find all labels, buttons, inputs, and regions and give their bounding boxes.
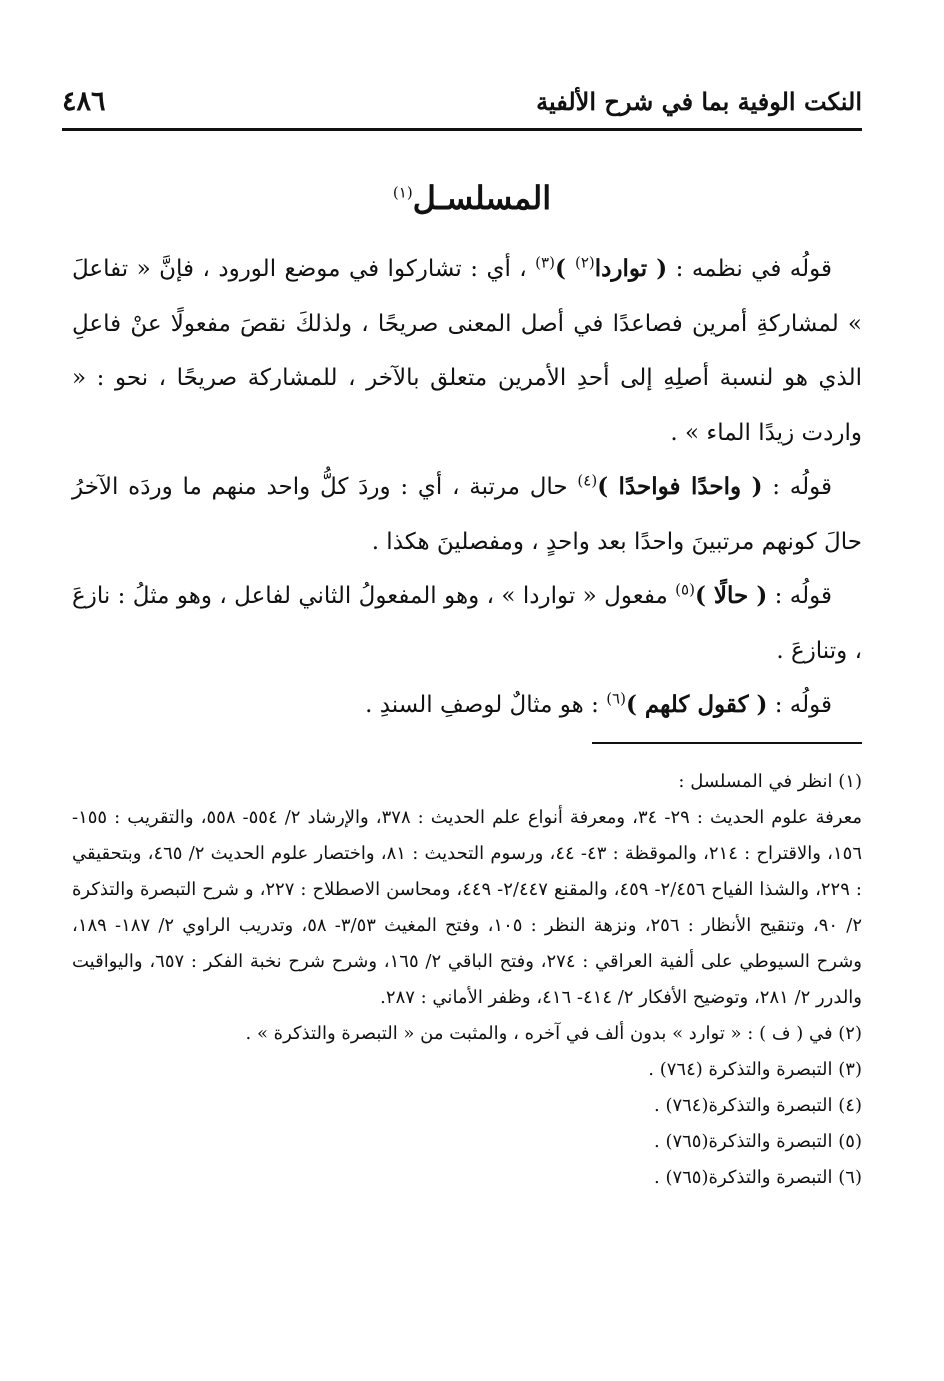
footnote-divider [592, 742, 862, 744]
paragraph-1 [72, 242, 862, 460]
paragraph-lead: قولُه في نظمه : [667, 256, 832, 282]
footnote-6: (٦) التبصرة والتذكرة(٧٦٥) . [654, 1167, 862, 1188]
section-title-footnote-ref: (١) [392, 183, 413, 202]
footnotes [72, 764, 862, 1196]
footnote-2: (٢) في ( ف ) : « توارد » بدون ألف في آخره ، والمثبت من « التبصرة والتذكرة » . [245, 1023, 862, 1044]
footnote-ref: (٢) [574, 253, 595, 272]
footnote-ref: (٦) [606, 689, 626, 708]
footnote-ref: (٤) [577, 471, 598, 490]
quoted-term: ( واحدًا فواحدًا ) [597, 473, 763, 500]
footnote-ref: (٣) [535, 253, 555, 272]
paragraph-text: ، أي : تشاركوا في موضع الورود ، فإنَّ « تفاعلَ » لمشاركةِ أمرين فصاعدًا في أصل المعنى صريحًا ، ولذلكَ نقصَ مفعولًا عنْ فاعلِ الذي هو لنسبة أصلِهِ إلى أحدِ الأمرين متعلق بالآخر ، للمشاركة صريحًا ، نحو : « واردت زيدًا الماء » . [72, 256, 862, 446]
section-title [0, 176, 944, 220]
page-number: ٤٨٦ [62, 86, 106, 117]
paragraph-3 [72, 569, 862, 678]
quoted-term: ( حالًا ) [694, 582, 768, 609]
paragraph-2 [72, 460, 862, 569]
footnote-5: (٥) التبصرة والتذكرة(٧٦٥) . [654, 1131, 862, 1152]
running-title: النكت الوفية بما في شرح الألفية [536, 87, 862, 116]
paragraph-lead: قولُه : [767, 583, 832, 609]
section-title-text: المسلسـل [412, 179, 552, 217]
footnote-ref: (٥) [675, 580, 695, 599]
paragraph-lead: قولُه : [767, 692, 832, 718]
body-text [72, 242, 862, 733]
running-header [62, 84, 862, 131]
paragraph-lead: قولُه : [762, 474, 832, 500]
paragraph-4 [72, 678, 862, 733]
quoted-term: ( كقول كلهم ) [625, 691, 768, 718]
footnote-1-body: معرفة علوم الحديث : ٢٩- ٣٤، ومعرفة أنواع علم الحديث : ٣٧٨، والإرشاد ٢/ ٥٥٤- ٥٥٨، والتقريب : ١٥٥- ١٥٦، والاقتراح : ٢١٤، والموقظة : ٤٣- ٤٤، ورسوم التحديث : ٨١، واختصار علوم الحديث ٢/ ٤٦٥، وبتحقيقي : ٢٢٩، والشذا الفياح ٢/٤٥٦- ٤٥٩، والمقنع ٢/٤٤٧- ٤٤٩، ومحاسن الاصطلاح : ٢٢٧، و شرح التبصرة والتذكرة ٢/ ٩٠، وتنقيح الأنظار : ٢٥٦، ونزهة النظر : ١٠٥، وفتح المغيث ٣/٥٣- ٥٨، وتدريب الراوي ٢/ ١٨٧- ١٨٩، وشرح السيوطي على ألفية العراقي : ٢٧٤، وفتح الباقي ٢/ ١٦٥، وشرح شرح نخبة الفكر : ٦٥٧، واليواقيت والدرر ٢/ ٢٨١، وتوضيح الأفكار ٢/ ٤١٤- ٤١٦، وظفر الأماني : ٢٨٧. [72, 807, 863, 1008]
paragraph-text: حال مرتبة ، أي : وردَ كلُّ واحد منهم ما وردَه الآخرُ حالَ كونهم مرتبينَ واحدًا بعد واحدٍ ، ومفصلينَ هكذا . [72, 474, 862, 555]
footnote-4: (٤) التبصرة والتذكرة(٧٦٤) . [654, 1095, 862, 1116]
footnote-1-intro: (١) انظر في المسلسل : [678, 771, 862, 792]
footnote-3: (٣) التبصرة والتذكرة (٧٦٤) . [648, 1059, 862, 1080]
paragraph-text: مفعول « تواردا » ، وهو المفعولُ الثاني لفاعل ، وهو مثلُ : نازعَ ، وتنازعَ . [72, 583, 862, 664]
paragraph-text: : هو مثالٌ لوصفِ السندِ . [365, 692, 607, 718]
quoted-term: ( تواردا$^{(٢)}$ ) [554, 253, 668, 282]
